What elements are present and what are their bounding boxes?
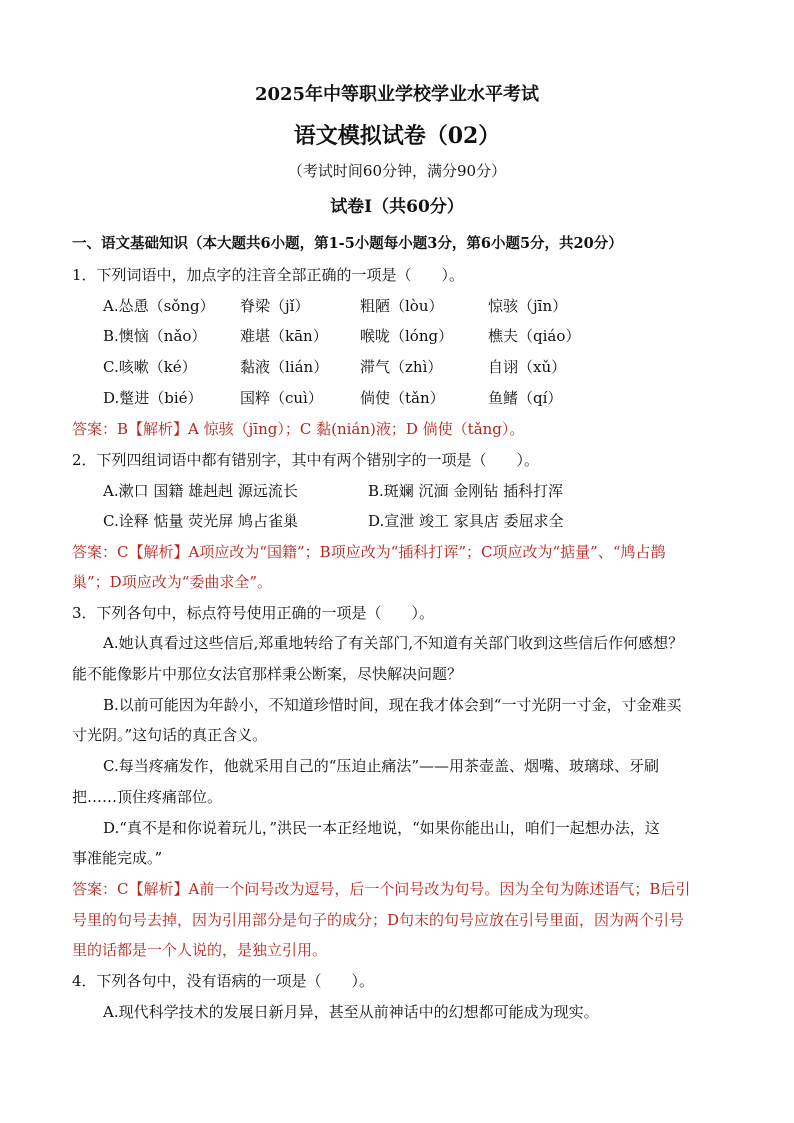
section-heading: 一、语文基础知识（本大题共6小题，第1-5小题每小题3分，第6小题5分，共20分）: [72, 235, 623, 252]
q3-option-d: D.“真不是和你说着玩儿，”洪民一本正经地说，“如果你能出山，咱们一起想办法，这: [103, 819, 660, 837]
q1-option-c: C.咳嗽（ké）: [103, 358, 197, 376]
q2-option-d: D.宣泄 竣工 家具店 委屈求全: [368, 512, 564, 530]
part-title: 试卷Ⅰ（共60分）: [330, 197, 464, 217]
q3-option-c: C.每当疼痛发作，他就采用自己的“压迫止痛法”——用茶壶盖、烟嘴、玻璃球、牙刷: [103, 757, 660, 775]
q1-option-b-word2: 难堪（kān）: [240, 327, 328, 345]
q2-option-a: A.漱口 国籍 雄赳赳 源远流长: [103, 482, 298, 500]
q1-option-a: A.怂恿（sǒng）: [103, 297, 215, 315]
q1-option-b-word4: 樵夫（qiáo）: [488, 327, 581, 345]
q2-answer: [72, 542, 666, 562]
q3-option-b: B.以前可能因为年龄小，不知道珍惜时间，现在我才体会到“一寸光阴一寸金，寸金难买: [103, 696, 682, 714]
q1-option-d-word3: 倘使（tǎn）: [360, 389, 445, 407]
q3-answer: [72, 879, 690, 899]
answer-label: 答案：B: [72, 420, 129, 438]
q1-option-a-word4: 惊骇（jīn）: [488, 297, 568, 315]
q1-option-d-word2: 国粹（cuì）: [240, 389, 323, 407]
answer-label: 答案：C: [72, 880, 129, 898]
q3-answer-cont2: 里的话都是一个人说的，是独立引用。: [72, 941, 328, 959]
q3-option-c-cont: 把……顶住疼痛部位。: [72, 788, 223, 806]
analysis-text: A项应改为“国籍”；B项应改为“插科打诨”；C项应改为“掂量”、“鸠占鹊: [188, 543, 666, 561]
q1-stem: 1．下列词语中，加点字的注音全部正确的一项是（ ）。: [72, 266, 465, 284]
exam-title: 2025年中等职业学校学业水平考试: [254, 84, 540, 105]
q1-option-b: B.懊恼（nǎo）: [103, 327, 207, 345]
analysis-tag: 【解析】: [128, 420, 189, 438]
q4-option-a: A.现代科学技术的发展日新月异，甚至从前神话中的幻想都可能成为现实。: [103, 1003, 599, 1021]
analysis-text: A前一个问号改为逗号，后一个问号改为句号。因为全句为陈述语气；B后引: [188, 880, 691, 898]
q1-option-c-word4: 自诩（xǔ）: [488, 358, 567, 376]
q1-answer: [72, 419, 524, 439]
paper-title: 语文模拟试卷（02）: [293, 123, 501, 149]
q1-option-a-word2: 脊梁（jǐ）: [240, 297, 310, 315]
analysis-tag: 【解析】: [128, 880, 189, 898]
q3-option-b-cont: 寸光阴。”这句话的真正含义。: [72, 726, 268, 744]
q4-stem: 4．下列各句中，没有语病的一项是（ ）。: [72, 972, 375, 990]
q1-option-c-word2: 黏液（lián）: [240, 358, 329, 376]
q1-option-c-word3: 滞气（zhì）: [360, 358, 443, 376]
q1-option-b-word3: 喉咙（lóng）: [360, 327, 454, 345]
q3-option-a: A.她认真看过这些信后,郑重地转给了有关部门,不知道有关部门收到这些信后作何感想？: [103, 634, 684, 652]
analysis-text: A 惊骇（jīng）；C 黏(nián)液；D 倘使（tǎng）。: [188, 420, 525, 438]
q3-answer-cont1: 号里的句号去掉，因为引用部分是句子的成分；D句末的句号应放在引号里面，因为两个引号: [72, 911, 685, 929]
q3-option-d-cont: 事准能完成。”: [72, 849, 163, 867]
q1-option-d: D.蹩进（bié）: [103, 389, 203, 407]
exam-info: （考试时间60分钟，满分90分）: [287, 162, 507, 180]
answer-label: 答案：C: [72, 543, 129, 561]
q1-option-a-word3: 粗陋（lòu）: [360, 297, 444, 315]
q3-option-a-cont: 能不能像影片中那位女法官那样秉公断案，尽快解决问题？: [72, 665, 463, 683]
q1-option-d-word4: 鱼鳍（qí）: [488, 389, 563, 407]
q2-option-c: C.诠释 惦量 荧光屏 鸠占雀巢: [103, 512, 299, 530]
q3-stem: 3．下列各句中，标点符号使用正确的一项是（ ）。: [72, 604, 435, 622]
q2-stem: 2．下列四组词语中都有错别字，其中有两个错别字的一项是（ ）。: [72, 451, 540, 469]
analysis-tag: 【解析】: [128, 543, 189, 561]
q2-answer-cont: 巢”；D项应改为“委曲求全”。: [72, 573, 273, 591]
q2-option-b: B.斑斓 沉湎 金刚钻 插科打浑: [368, 482, 564, 500]
